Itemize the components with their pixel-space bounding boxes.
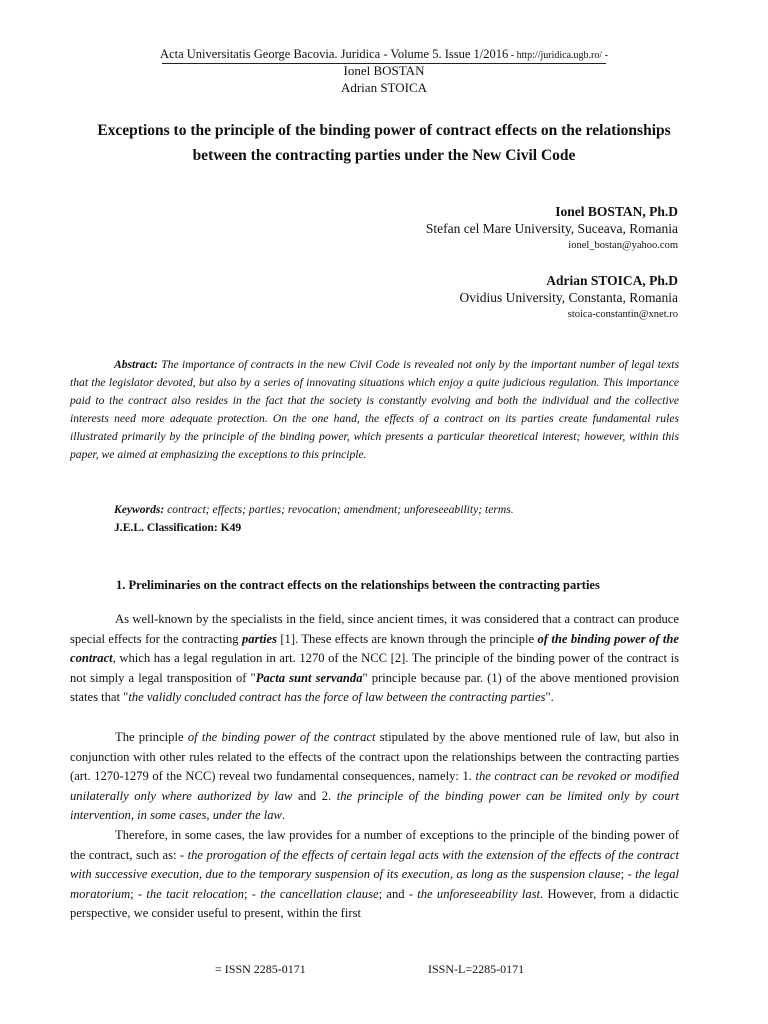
abstract <box>70 356 679 464</box>
footer-issn-l: ISSN-L=2285-0171 <box>428 962 525 976</box>
journal-url[interactable]: - http://juridica.ugb.ro/ - <box>508 50 608 61</box>
italic-run: the contract can be revoked or modified unilaterally only where authorized by law <box>70 769 679 803</box>
text-run: and 2. <box>292 788 337 803</box>
author-email[interactable]: ionel_bostan@yahoo.com <box>568 240 678 251</box>
italic-run: the tacit relocation <box>146 886 245 901</box>
author-name: Ionel BOSTAN, Ph.D <box>555 204 678 219</box>
header-author-2: Adrian STOICA <box>340 80 428 95</box>
text-run: [1]. These effects are known through the principle <box>276 631 538 646</box>
author-affiliation-2 <box>460 272 678 323</box>
text-run: " principle because par. (1) of the above mentioned provision states that " <box>70 670 679 705</box>
italic-run: the prorogation of the effects of certain legal acts with the extension of the effects of the contract with successive execution, due to the temporary suspension of its execution, as long as the suspension clause <box>70 847 679 882</box>
paper-title: Exceptions to the principle of the binding power of contract effects on the relationships between the contracting parties under the New Civil Code <box>97 122 671 164</box>
text-run: ; - <box>244 886 261 901</box>
keywords-label: Keywords: <box>114 503 165 516</box>
emphasis-run: parties <box>241 631 277 646</box>
author-email[interactable]: stoica-constantin@xnet.ro <box>567 309 678 320</box>
author-name: Adrian STOICA, Ph.D <box>546 273 678 288</box>
text-run: . However, from a didactic perspective, we consider useful to present, within the first <box>70 886 679 921</box>
text-run: ; - <box>620 867 636 882</box>
body-paragraph-1 <box>70 610 679 708</box>
italic-run: the cancellation clause <box>260 886 379 901</box>
journal-name: Acta Universitatis George Bacovia. Juridica - Volume 5. Issue 1/2016 <box>160 47 509 61</box>
author-institution: Stefan cel Mare University, Suceava, Romania <box>425 221 678 236</box>
text-run: stipulated by the above mentioned rule of law, but also in conjunction with other rules related to the effects of the contract upon the relationships between the contracting parties (art. 1270-1279 of the NCC) reveal two fundamental consequences, namely: 1. <box>70 730 679 784</box>
author-institution: Ovidius University, Constanta, Romania <box>459 290 678 305</box>
text-run: Therefore, in some cases, the law provides for a number of exceptions to the principle of the binding power of the contract, such as: - <box>70 828 679 862</box>
italic-run: the validly concluded contract has the force of law between the contracting parties <box>128 690 546 705</box>
author-affiliation-1 <box>426 203 678 254</box>
section-heading: 1. Preliminaries on the contract effects on the relationships between the contracting parties <box>116 578 600 592</box>
keywords <box>114 501 514 519</box>
text-run: ; - <box>130 886 147 901</box>
abstract-label: Abstract: <box>114 358 158 371</box>
keywords-text: contract; effects; parties; revocation; amendment; unforeseeability; terms. <box>164 503 514 516</box>
emphasis-run: Pacta sunt servanda <box>255 670 363 685</box>
text-run: The principle <box>115 730 188 744</box>
italic-run: of the binding power of the contract <box>187 730 376 744</box>
italic-run: the legal moratorium <box>70 867 679 901</box>
italic-run: the unforeseeability last <box>417 886 541 901</box>
jel-classification: J.E.L. Classification: K49 <box>114 521 242 534</box>
text-run: . <box>281 808 286 823</box>
emphasis-run: of the binding power of the contract <box>70 631 679 666</box>
footer-issn: = ISSN 2285-0171 <box>215 962 306 976</box>
text-run: ". <box>545 690 554 705</box>
text-run: , which has a legal regulation in art. 1270 of the NCC [2]. The principle of the binding power of the contract is not simply a legal transposition of " <box>70 651 679 685</box>
header-author-1: Ionel BOSTAN <box>343 63 425 78</box>
body-paragraph-3 <box>70 826 679 924</box>
body-paragraph-2 <box>70 728 679 826</box>
running-header <box>0 47 768 62</box>
abstract-text: The importance of contracts in the new Civil Code is revealed not only by the important number of legal texts that the legislator devoted, but also by a series of innovating situations which enjoy a quite judicious regulation. This importance paid to the contract also resides in the fact that the society is constantly evolving and both the individual and the collective interests need more adequate protection. On the one hand, the effects of a contract on its parties create fundamental rules illustrated primarily by the principle of the binding power, which presents a particular theoretical interest; however, within this paper, we aimed at emphasizing the exceptions to this principle. <box>70 358 679 461</box>
italic-run: the principle of the binding power can be limited only by court intervention, in some cases, under the law <box>70 788 679 823</box>
text-run: ; and - <box>378 886 418 901</box>
text-run: As well-known by the specialists in the field, since ancient times, it was considered that a contract can produce special effects for the contracting <box>70 612 679 646</box>
